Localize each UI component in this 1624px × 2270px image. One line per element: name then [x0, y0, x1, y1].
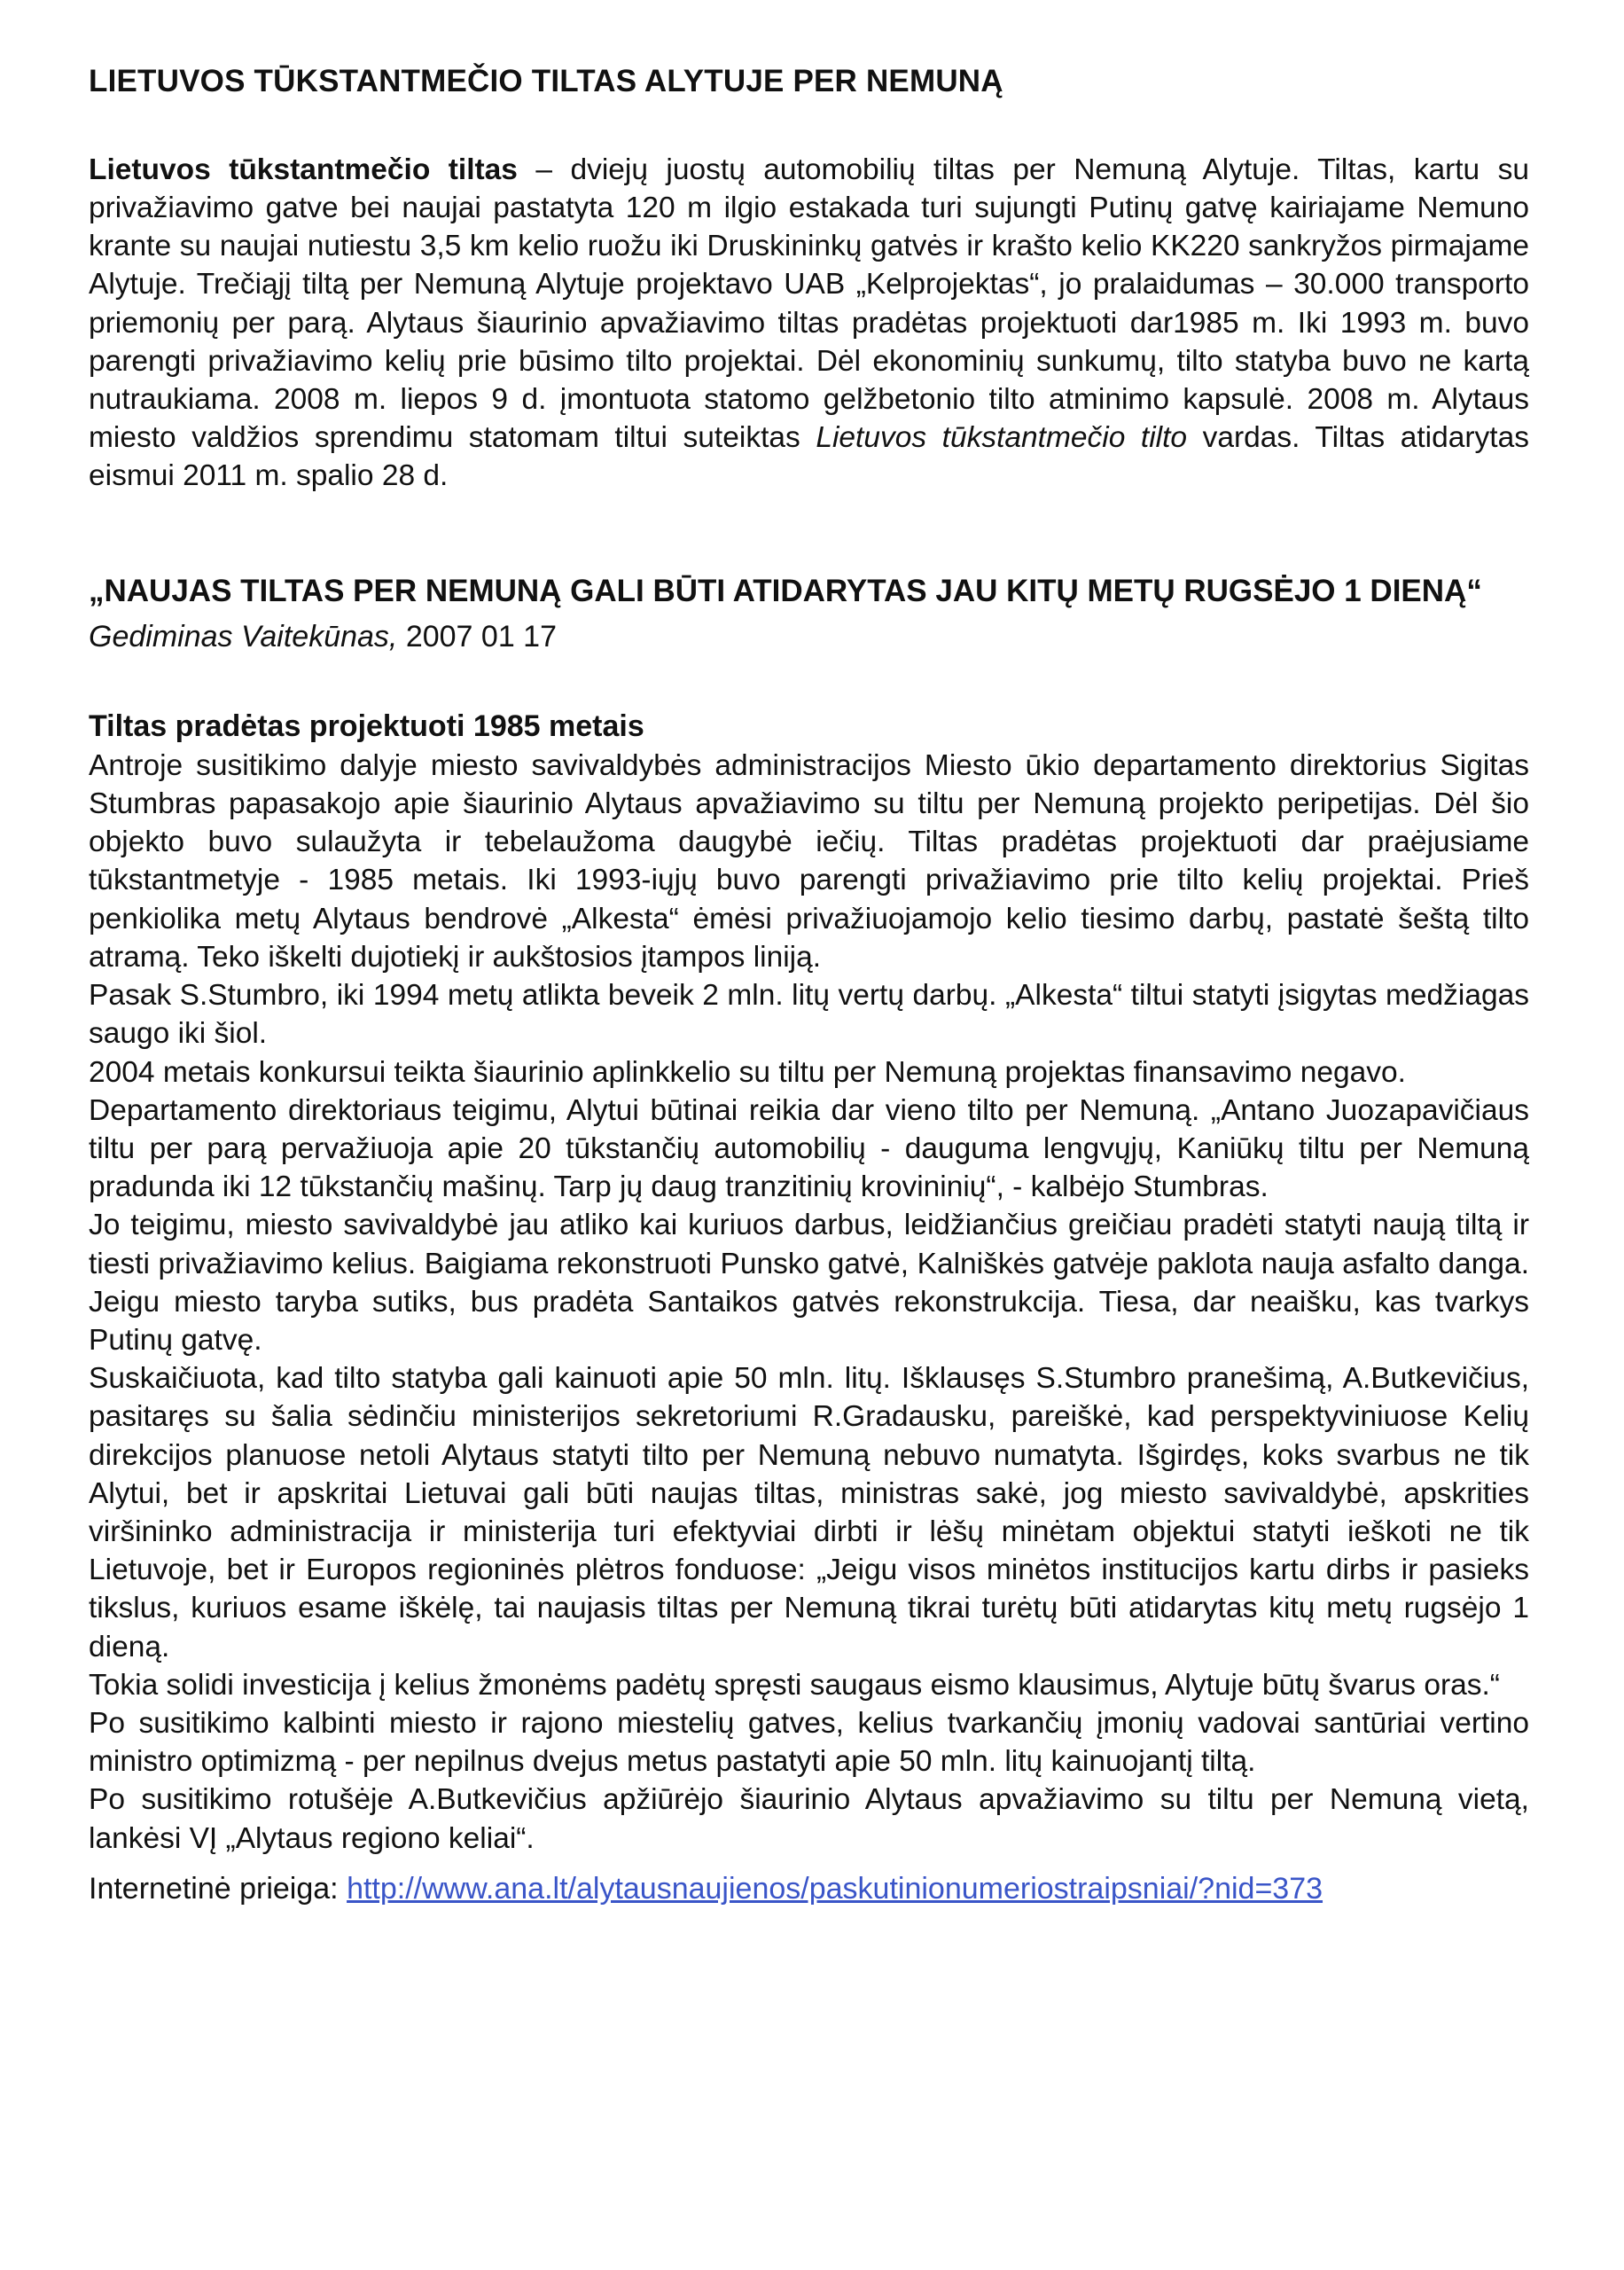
news-headline: „NAUJAS TILTAS PER NEMUNĄ GALI BŪTI ATIDARYTAS JAU KITŲ METŲ RUGSĖJO 1 DIENĄ“ [89, 573, 1482, 608]
body-paragraph: Po susitikimo kalbinti miesto ir rajono miestelių gatves, kelius tvarkančių įmonių vadovai santūriai vertino ministro optimizmą - per nepilnus dvejus metus pastatyti apie 50 mln. litų kainuojantį tiltą. [89, 1706, 1529, 1779]
body-paragraph: Po susitikimo rotušėje A.Butkevičius apžiūrėjo šiaurinio Alytaus apvažiavimo su tiltu per Nemuną vietą, lankėsi VĮ „Alytaus regiono keliai“. [89, 1783, 1529, 1855]
body-paragraph: 2004 metais konkursui teikta šiaurinio aplinkkelio su tiltu per Nemuną projektas finansavimo negavo. [89, 1055, 1406, 1089]
intro-text-b: vardas. Tiltas atidarytas eismui 2011 m. spalio 28 d. [89, 421, 1529, 493]
document-page [89, 62, 1529, 1906]
intro-lead: Lietuvos tūkstantmečio tiltas [89, 153, 518, 186]
byline [89, 620, 1529, 654]
article-title: LIETUVOS TŪKSTANTMEČIO TILTAS ALYTUJE PER NEMUNĄ [89, 64, 1003, 98]
source-line [89, 1872, 1529, 1906]
section-subheading: Tiltas pradėtas projektuoti 1985 metais [89, 709, 644, 744]
body-paragraph: Pasak S.Stumbro, iki 1994 metų atlikta beveik 2 mln. litų vertų darbų. „Alkesta“ tiltui statyti įsigytas medžiagas saugo iki šiol. [89, 979, 1529, 1051]
body-paragraph: Suskaičiuota, kad tilto statyba gali kainuoti apie 50 mln. litų. Išklausęs S.Stumbro pranešimą, A.Butkevičius, pasitaręs su šalia sėdinčiu ministerijos sekretoriumi R.Gradausku, pareiškė, kad perspektyviniuose Kelių direkcijos planuose netoli Alytaus statyti tilto per Nemuną nebuvo numatyta. Išgirdęs, koks svarbus ne tik Alytui, bet ir apskritai Lietuvai gali būti naujas tiltas, ministras sakė, jog miesto savivaldybė, apskrities viršininko administracija ir ministerija turi efektyviai dirbti ir lėšų minėtam objektui statyti ieškoti ne tik Lietuvoje, bet ir Europos regioninės plėtros fonduose: „Jeigu visos minėtos institucijos kartu dirbs ir pasieks tikslus, kuriuos esame iškėlę, tai naujasis tiltas per Nemuną tikrai turėtų būti atidarytas kitų metų rugsėjo 1 dieną. [89, 1362, 1529, 1663]
body-paragraph: Antroje susitikimo dalyje miesto savivaldybės administracijos Miesto ūkio departamento direktorius Sigitas Stumbras papasakojo apie šiaurinio Alytaus apvažiavimo su tiltu per Nemuną projekto peripetijas. Dėl šio objekto buvo sulaužyta ir tebelaužoma daugybė iečių. Tiltas pradėtas projektuoti dar praėjusiame tūkstantmetyje - 1985 metais. Iki 1993-iųjų buvo parengti privažiavimo prie tilto kelių projektai. Prieš penkiolika metų Alytaus bendrovė „Alkesta“ ėmėsi privažiuojamojo kelio tiesimo darbų, pastatė šeštą tilto atramą. Teko iškelti dujotiekį ir aukštosios įtampos liniją. [89, 748, 1529, 974]
source-label: Internetinė prieiga: [89, 1871, 347, 1906]
intro-italic: Lietuvos tūkstantmečio tilto [816, 421, 1188, 455]
intro-paragraph [89, 151, 1529, 496]
source-link[interactable]: http://www.ana.lt/alytausnaujienos/paskutinionumeriostraipsniai/?nid=373 [347, 1871, 1323, 1906]
byline-author: Gediminas Vaitekūnas, [89, 620, 398, 654]
body-paragraph: Jo teigimu, miesto savivaldybė jau atliko kai kuriuos darbus, leidžiančius greičiau pradėti statyti naują tiltą ir tiesti privažiavimo kelius. Baigiama rekonstruoti Punsko gatvė, Kalniškės gatvėje paklota nauja asfalto danga. Jeigu miesto taryba sutiks, bus pradėta Santaikos gatvės rekonstrukcija. Tiesa, dar neaišku, kas tvarkys Putinų gatvę. [89, 1209, 1529, 1357]
body-paragraph: Departamento direktoriaus teigimu, Alytui būtinai reikia dar vieno tilto per Nemuną. „Antano Juozapavičiaus tiltu per parą pervažiuoja apie 20 tūkstančių automobilių - dauguma lengvųjų, Kaniūkų tiltu per Nemuną pradunda iki 12 tūkstančių mašinų. Tarp jų daug tranzitinių krovininių“, - kalbėjo Stumbras. [89, 1093, 1529, 1204]
intro-text-a: – dviejų juostų automobilių tiltas per Nemuną Alytuje. Tiltas, kartu su privažiavimo gatve bei naujai pastatyta 120 m ilgio estakada turi sujungti Putinų gatvę kairiajame Nemuno krante su naujai nutiestu 3,5 km kelio ruožu iki Druskininkų gatvės ir krašto kelio KK220 sankryžos pirmajame Alytuje. Trečiąjį tiltą per Nemuną Alytuje projektavo UAB „Kelprojektas“, jo pralaidumas – 30.000 transporto priemonių per parą. Alytaus šiaurinio apvažiavimo tiltas pradėtas projektuoti dar1985 m. Iki 1993 m. buvo parengti privažiavimo kelių prie būsimo tilto projektai. Dėl ekonominių sunkumų, tilto statyba buvo ne kartą nutraukiama. 2008 m. liepos 9 d. įmontuota statomo gelžbetonio tilto atminimo kapsulė. 2008 m. Alytaus miesto valdžios sprendimu statomam tiltui suteiktas [89, 153, 1530, 455]
body-paragraph: Tokia solidi investicija į kelius žmonėms padėtų spręsti saugaus eismo klausimus, Alytuje būtų švarus oras.“ [89, 1668, 1500, 1702]
byline-date: 2007 01 17 [397, 620, 557, 654]
